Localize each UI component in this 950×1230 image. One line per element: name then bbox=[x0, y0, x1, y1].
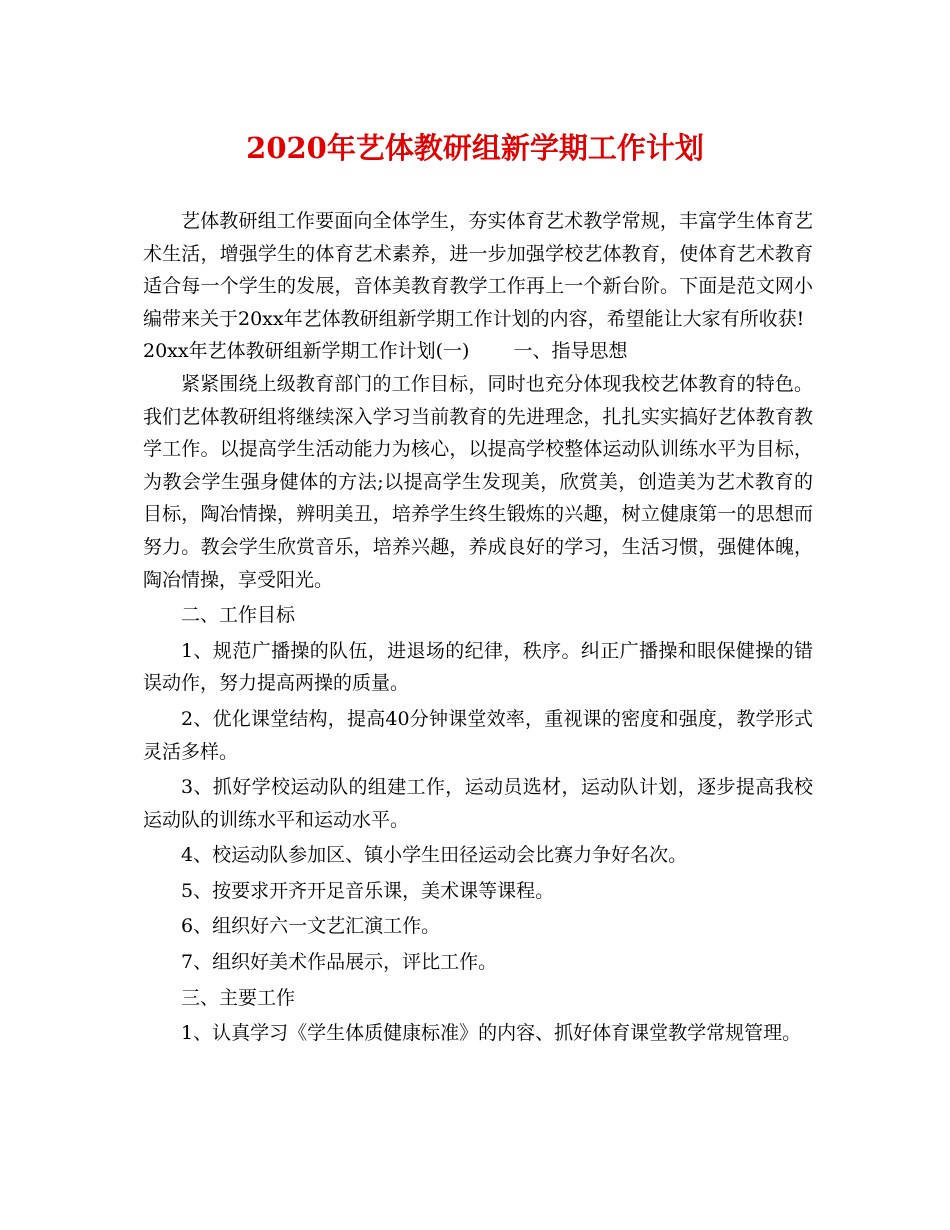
section2-item-7: 7、组织好美术作品展示，评比工作。 bbox=[181, 951, 498, 974]
document-title: 2020年艺体教研组新学期工作计划 bbox=[246, 131, 704, 165]
document-body bbox=[143, 205, 813, 1050]
section2-item-4: 4、校运动队参加区、镇小学生田径运动会比赛力争好名次。 bbox=[181, 844, 688, 867]
section2-heading: 二、工作目标 bbox=[181, 604, 296, 627]
section1-paragraph: 紧紧围绕上级教育部门的工作目标，同时也充分体现我校艺体教育的特色。我们艺体教研组将继续深入学习当前教育的先进理念，扎扎实实搞好艺体教育教学工作。以提高学生活动能力为核心，以提高学校整体运动队训练水平为目标，为教会学生强身健体的方法;以提高学生发现美，欣赏美，创造美为艺术教育的目标，陶冶情操，辨明美丑，培养学生终生锻炼的兴趣，树立健康第一的思想而努力。教会学生欣赏音乐，培养兴趣，养成良好的学习，生活习惯，强健体魄，陶冶情操，享受阳光。 bbox=[143, 372, 813, 591]
section2-item-1: 1、规范广播操的队伍，进退场的纪律，秩序。纠正广播操和眼保健操的错误动作，努力提高两操的质量。 bbox=[143, 639, 813, 695]
plan-heading: 20xx年艺体教研组新学期工作计划(一) bbox=[143, 340, 470, 363]
section1-heading: 一、指导思想 bbox=[513, 340, 628, 363]
section2-item-3: 3、抓好学校运动队的组建工作，运动员选材，运动队计划，逐步提高我校运动队的训练水平和运动水平。 bbox=[143, 776, 813, 831]
section2-item-2: 2、优化课堂结构，提高40分钟课堂效率，重视课的密度和强度，教学形式灵活多样。 bbox=[143, 707, 813, 763]
plan-heading-line bbox=[143, 335, 813, 368]
section2-item-5: 5、按要求开齐开足音乐课，美术课等课程。 bbox=[181, 879, 555, 902]
section2-item-6: 6、组织好六一文艺汇演工作。 bbox=[181, 915, 441, 938]
section3-item-1: 1、认真学习《学生体质健康标准》的内容、抓好体育课堂教学常规管理。 bbox=[181, 1022, 802, 1045]
intro-paragraph: 艺体教研组工作要面向全体学生，夯实体育艺术教学常规，丰富学生体育艺术生活，增强学生的体育艺术素养，进一步加强学校艺体教育，使体育艺术教育适合每一个学生的发展，音体美教育教学工作再上一个新台阶。下面是范文网小编带来关于20xx年艺体教研组新学期工作计划的内容，希望能让大家有所收获! bbox=[143, 210, 813, 330]
section3-heading: 三、主要工作 bbox=[181, 986, 296, 1009]
